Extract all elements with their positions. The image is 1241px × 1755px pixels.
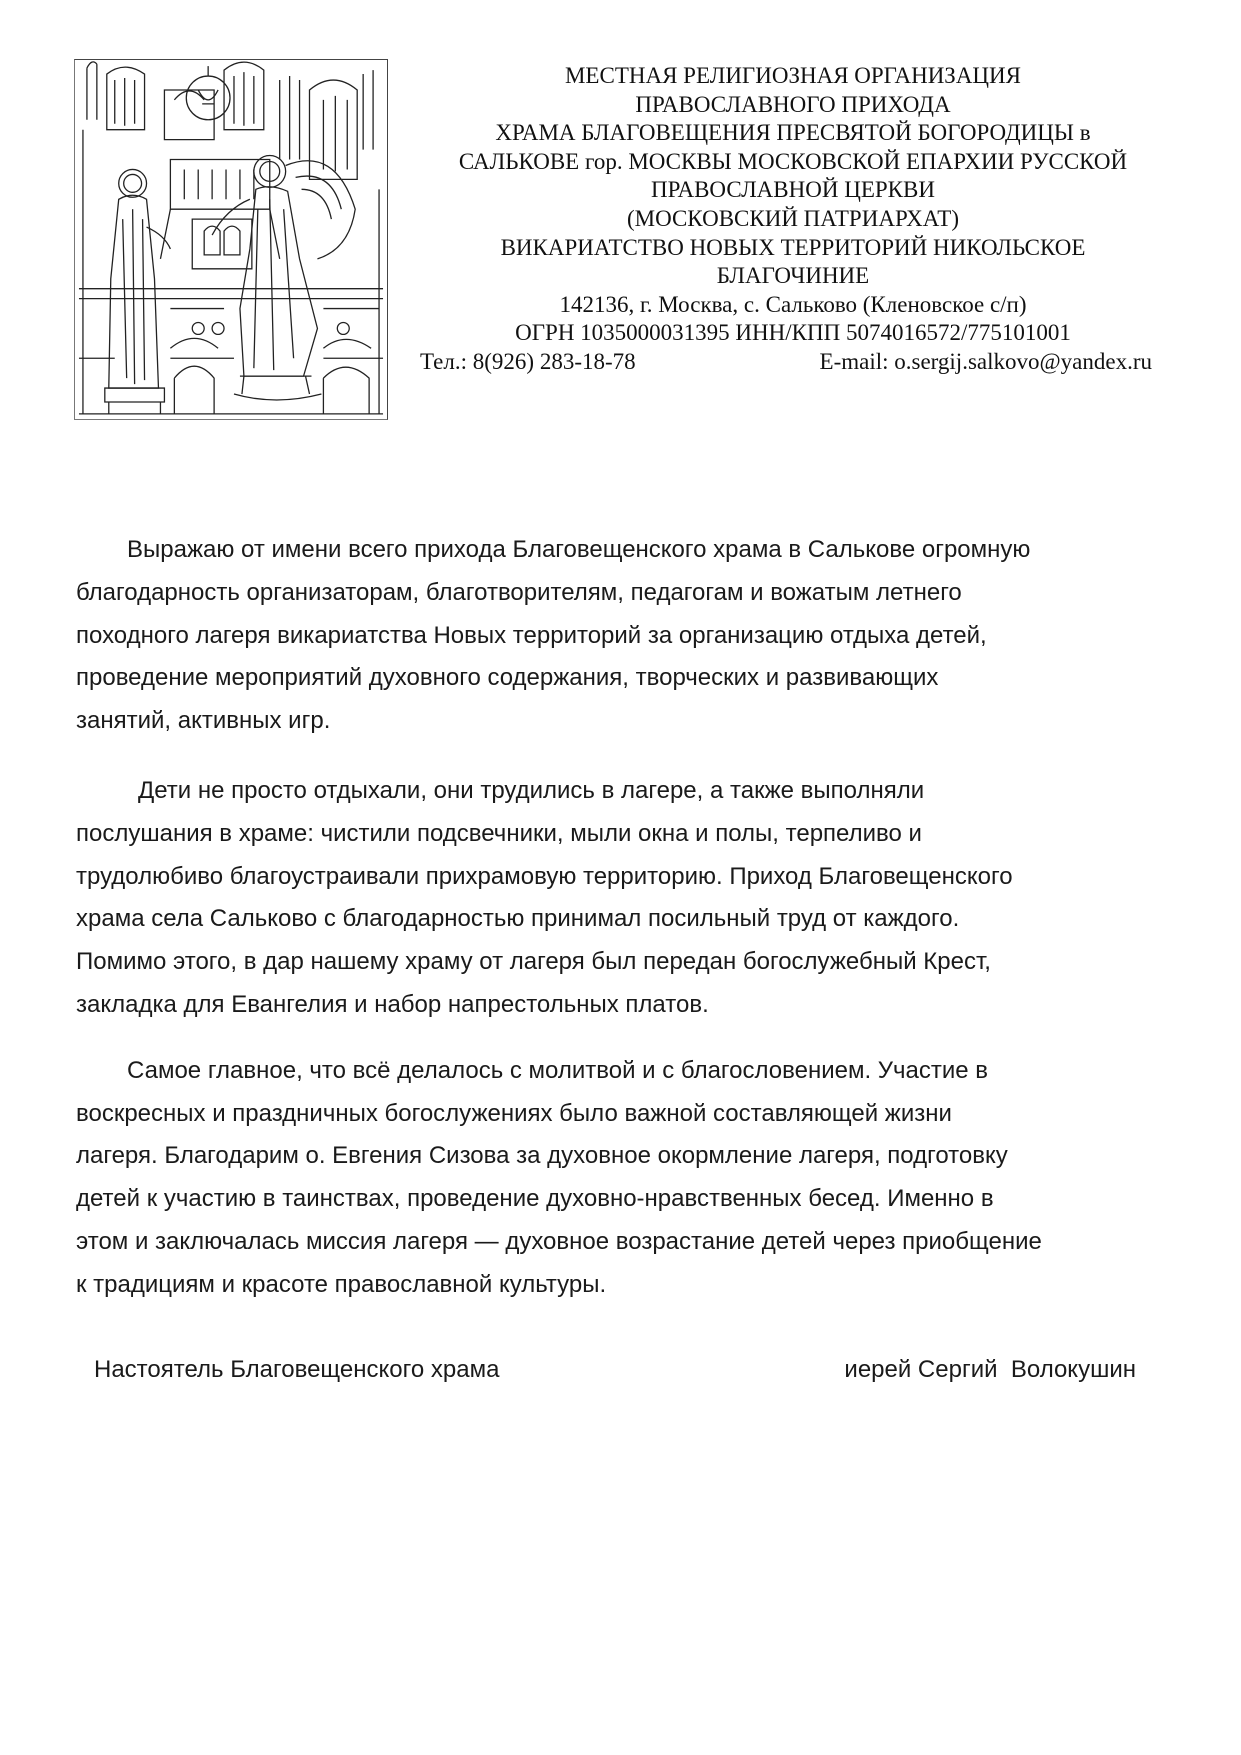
paragraph-3 [76, 1050, 1168, 1307]
text-line: воскресных и праздничных богослужениях было важной составляющей жизни [76, 1099, 952, 1127]
org-name-line: САЛЬКОВЕ гор. МОСКВЫ МОСКОВСКОЙ ЕПАРХИИ РУССКОЙ [458, 148, 1128, 174]
text-line: проведение мероприятий духовного содержания, творческих и развивающих [76, 664, 939, 692]
org-name-line: ВИКАРИАТСТВО НОВЫХ ТЕРРИТОРИЙ НИКОЛЬСКОЕ [500, 234, 1086, 260]
text-line: Самое главное, что всё делалось с молитвой и с благословением. Участие в [127, 1056, 989, 1084]
text-line: благодарность организаторам, благотворителям, педагогам и вожатым летнего [76, 578, 962, 606]
annunciation-icon-image [74, 59, 388, 420]
annunciation-icon [75, 60, 387, 419]
text-line: Дети не просто отдыхали, они трудились в лагере, а также выполняли [138, 776, 925, 804]
signatory-name: иерей Сергий Волокушин [844, 1356, 1136, 1383]
text-line: храма села Сальково с благодарностью принимал посильный труд от каждого. [76, 905, 960, 933]
text-line: послушания в храме: чистили подсвечники, мыли окна и полы, терпеливо и [76, 819, 922, 847]
org-name-line: ХРАМА БЛАГОВЕЩЕНИЯ ПРЕСВЯТОЙ БОГОРОДИЦЫ в [495, 120, 1091, 146]
central-building [160, 160, 279, 269]
org-name-line: МЕСТНАЯ РЕЛИГИОЗНАЯ ОРГАНИЗАЦИЯ [564, 63, 1021, 88]
signature-block [94, 1350, 1136, 1390]
architecture-top [87, 62, 373, 179]
registration-line: ОГРН 1035000031395 ИНН/КПП 5074016572/775101001 [515, 320, 1071, 346]
letter-body [76, 529, 1168, 1307]
org-name-line: ПРАВОСЛАВНОЙ ЦЕРКВИ [651, 177, 935, 203]
paragraph-2 [76, 770, 1168, 1027]
text-line: этом и заключалась миссия лагеря — духовное возрастание детей через приобщение [76, 1227, 1042, 1255]
signatory-role: Настоятель Благовещенского храма [94, 1356, 500, 1383]
text-line: закладка для Евангелия и набор напрестольных платов. [76, 990, 709, 1018]
letterhead [408, 62, 1178, 348]
text-line: занятий, активных игр. [76, 707, 331, 735]
text-line: походного лагеря викариатства Новых территорий за организацию отдыха детей, [76, 621, 987, 649]
text-line: к традициям и красоте православной культуры. [76, 1270, 607, 1298]
virgin-mary-figure [105, 169, 171, 413]
text-line: лагеря. Благодарим о. Евгения Сизова за духовное окормление лагеря, подготовку [76, 1142, 1008, 1170]
email-address: E-mail: o.sergij.salkovo@yandex.ru [819, 349, 1152, 374]
text-line: трудолюбиво благоустраивали прихрамовую территорию. Приход Благовещенского [76, 862, 1013, 890]
text-line: Помимо этого, в дар нашему храму от лагеря был передан богослужебный Крест, [76, 948, 991, 976]
phone-number: Тел.: 8(926) 283-18-78 [420, 349, 636, 374]
archangel-figure [212, 156, 355, 400]
org-name-line: (МОСКОВСКИЙ ПАТРИАРХАТ) [626, 205, 960, 231]
org-name-line: ПРАВОСЛАВНОГО ПРИХОДА [635, 91, 951, 117]
address-line: 142136, г. Москва, с. Сальково (Кленовское с/п) [559, 291, 1027, 317]
org-name-line: БЛАГОЧИНИЕ [716, 263, 870, 289]
text-line: Выражаю от имени всего прихода Благовещенского храма в Салькове огромную [127, 536, 1031, 563]
paragraph-1 [76, 529, 1168, 743]
text-line: детей к участию в таинствах, проведение духовно-нравственных бесед. Именно в [76, 1185, 994, 1213]
